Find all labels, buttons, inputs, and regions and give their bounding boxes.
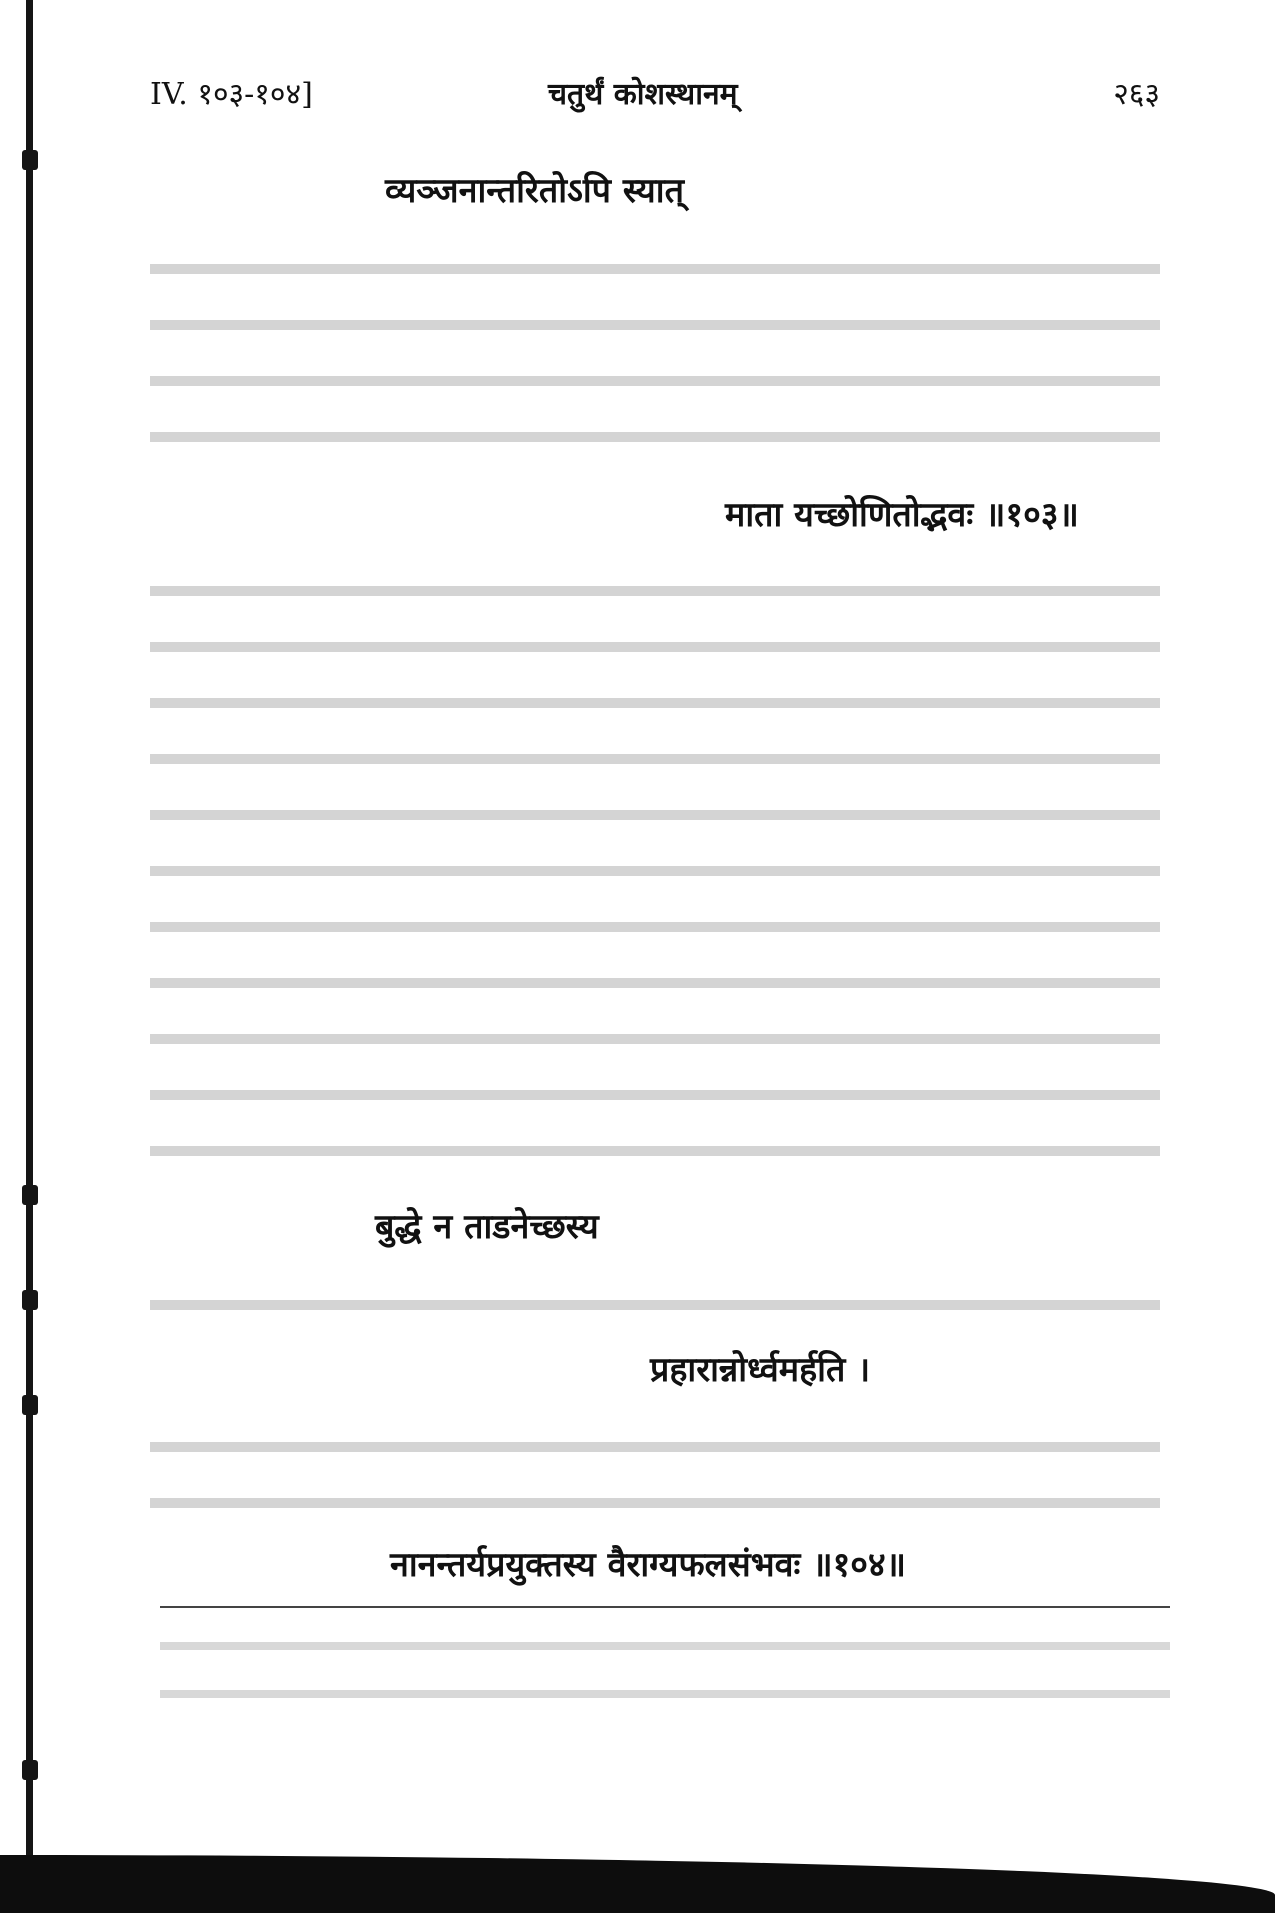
binding-mark (22, 1290, 38, 1310)
commentary-placeholder (150, 1412, 1160, 1524)
verse-heading: प्रहारान्नोर्ध्वमर्हति । (650, 1350, 871, 1390)
commentary-placeholder (150, 234, 1160, 458)
binding-mark (22, 1760, 38, 1780)
verse-heading: माता यच्छोणितोद्भवः ॥१०३॥ (725, 495, 1079, 535)
footnote-placeholder (160, 1624, 1170, 1720)
verse-heading: बुद्धे न ताडनेच्छस्य (375, 1207, 599, 1247)
binding-mark (22, 150, 38, 170)
binding-mark (22, 1395, 38, 1415)
verse-heading: नानन्तर्यप्रयुक्तस्य वैराग्यफलसंभवः ॥१०४॥ (390, 1545, 906, 1585)
section-reference: IV. १०३-१०४] (150, 77, 313, 112)
page-number: २६३ (1113, 77, 1160, 112)
running-header (150, 72, 1160, 122)
binding-mark (22, 1185, 38, 1205)
page-title: चतुर्थं कोशस्थानम् (548, 77, 738, 112)
commentary-placeholder (150, 556, 1160, 1172)
scan-shadow (0, 1855, 1275, 1913)
footnote-rule (160, 1606, 1170, 1608)
verse-heading: व्यञ्जनान्तरितोऽपि स्यात् (385, 171, 684, 211)
page-binding-edge (26, 0, 33, 1913)
commentary-placeholder (150, 1270, 1160, 1326)
